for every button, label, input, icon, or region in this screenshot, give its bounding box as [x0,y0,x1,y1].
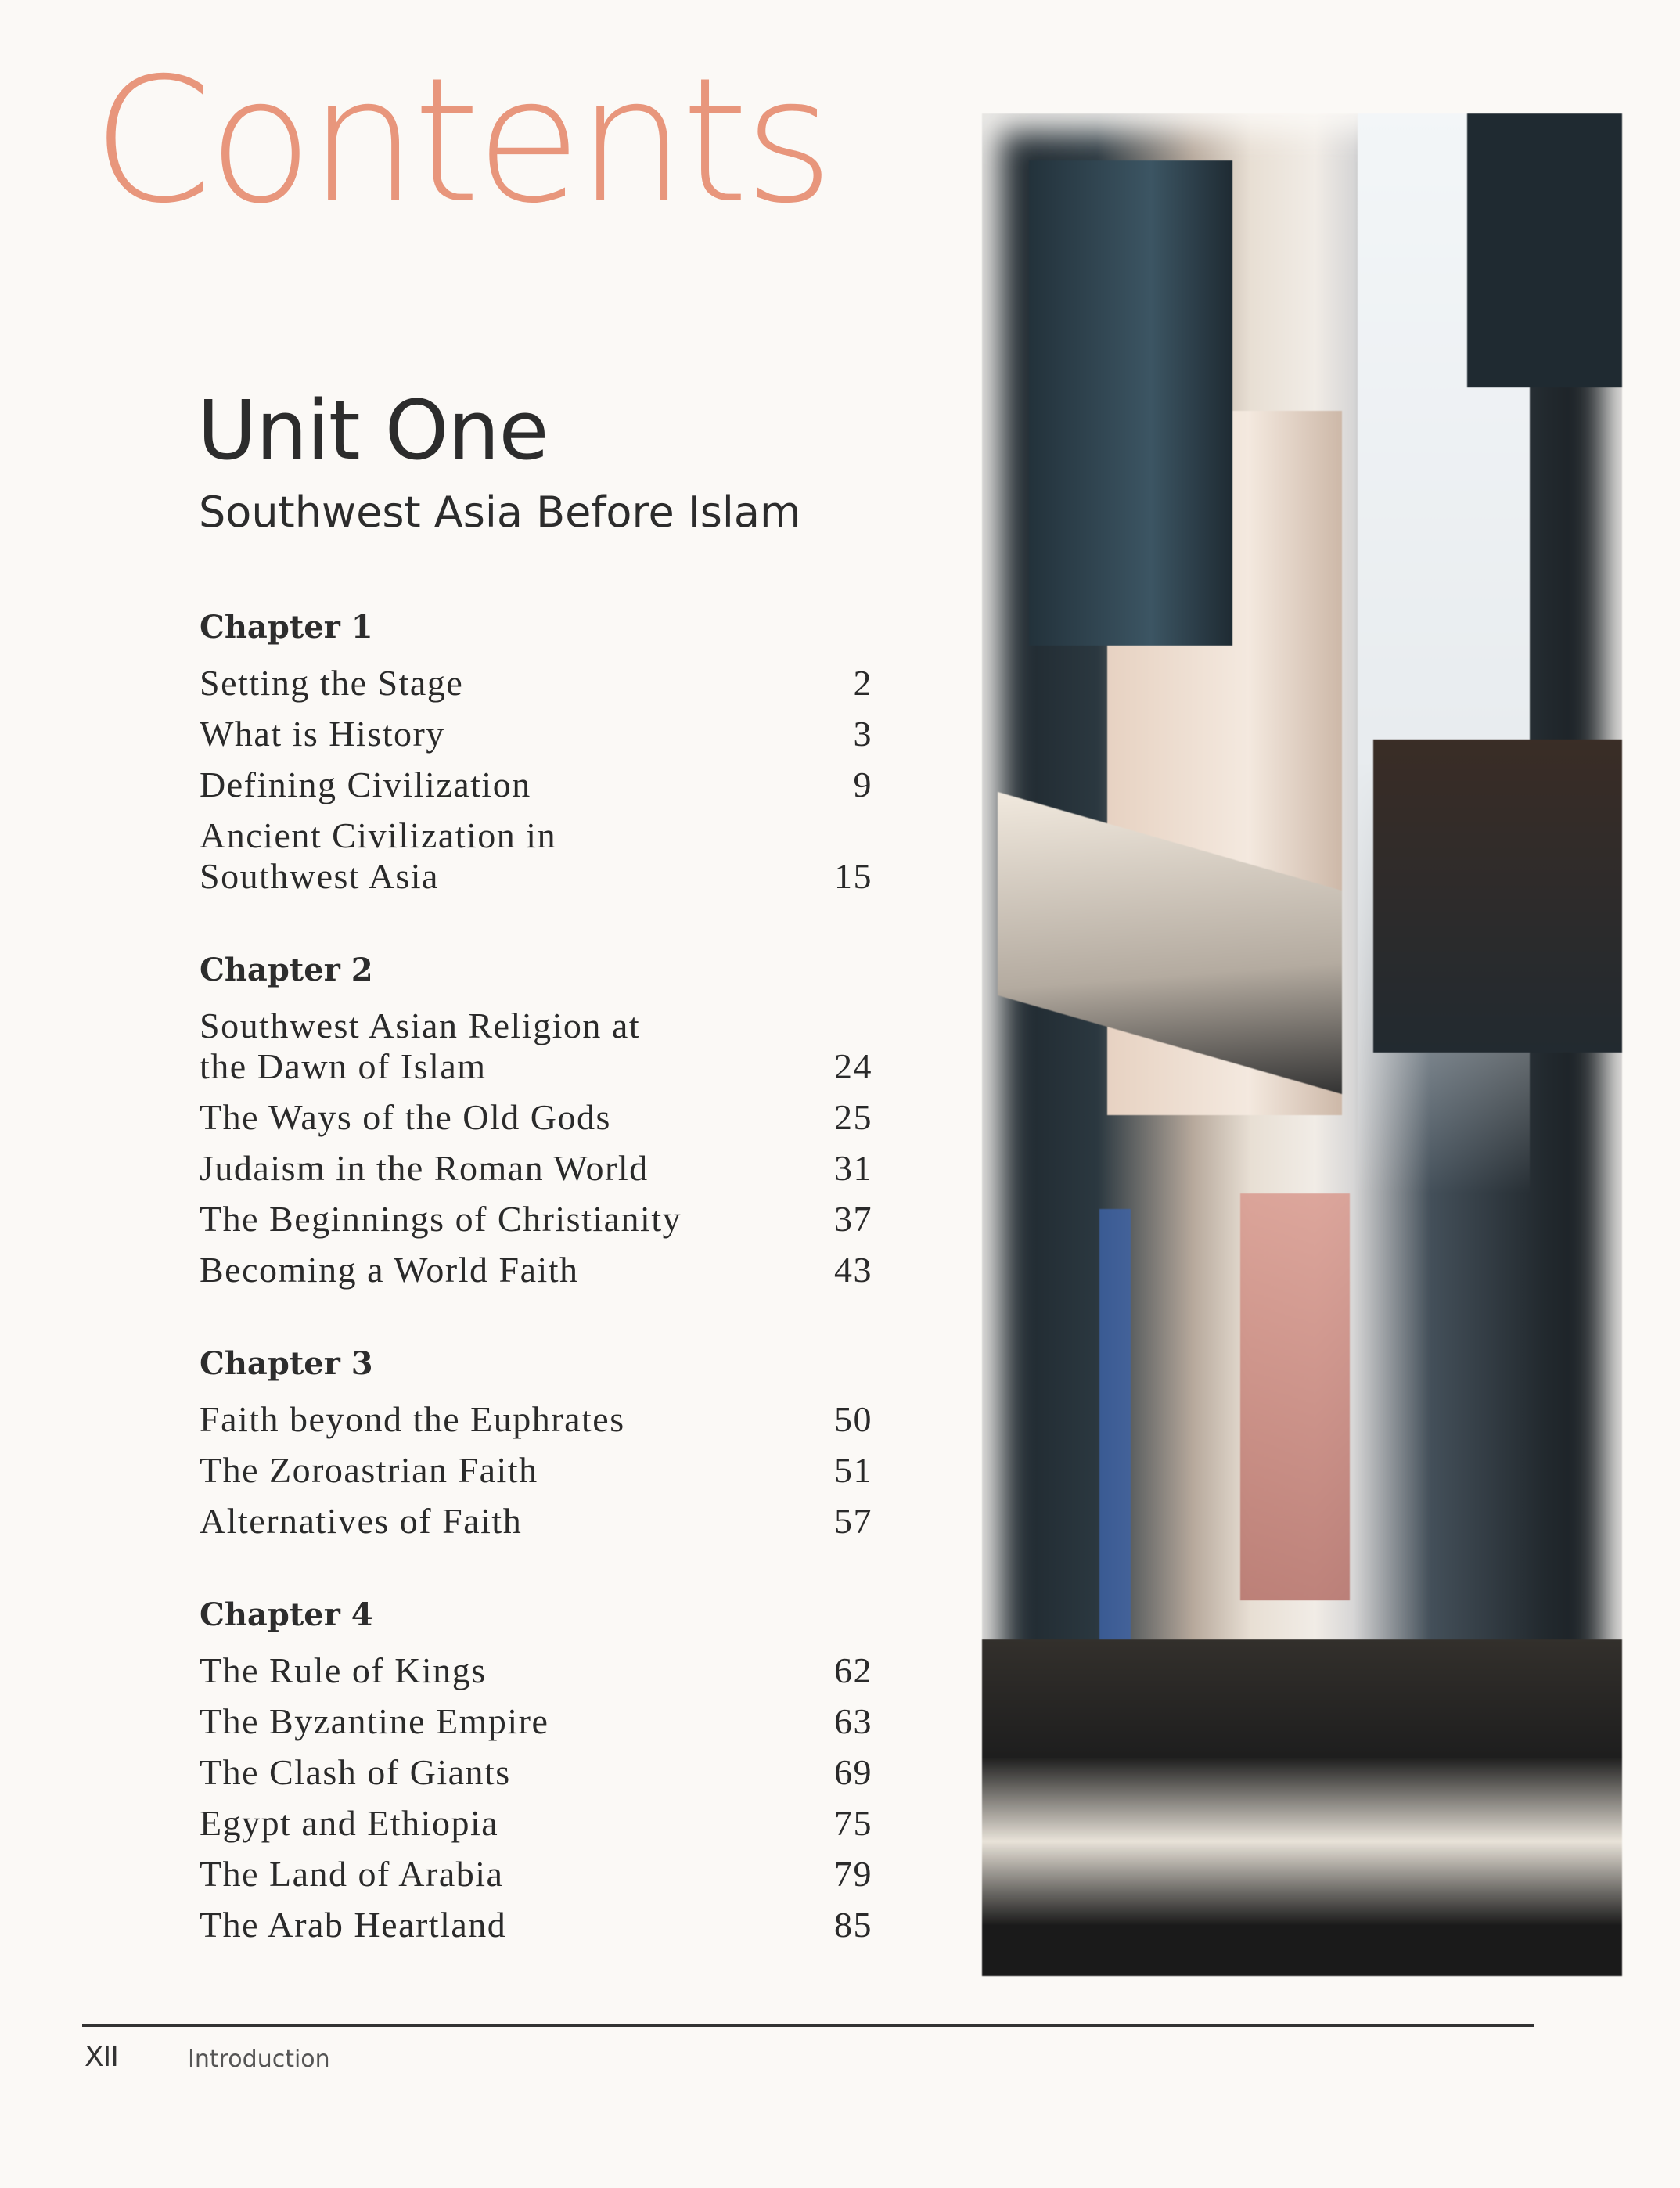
chapter-section [200,1590,872,1945]
toc-entry-page-number: 75 [834,1803,872,1843]
photo-street [982,1639,1622,1976]
toc-entry-title: The Rule of Kings [200,1650,487,1690]
toc-entry [200,1006,872,1087]
unit-title: Unit One [197,383,549,478]
toc-entry-page-number: 25 [834,1097,872,1137]
toc-entry [200,714,872,754]
unit-subtitle: Southwest Asia Before Islam [199,488,801,537]
toc-entry-title: The Ways of the Old Gods [200,1097,611,1137]
toc-entry-page-number: 43 [834,1250,872,1290]
chapter-section [200,945,872,1290]
toc-entry-page-number: 63 [834,1701,872,1741]
toc-entry-page-number: 50 [834,1399,872,1439]
page-title: Contents [92,41,829,241]
toc-entry-page-number: 3 [853,714,872,754]
toc-entry-title: Ancient Civilization in Southwest Asia [200,815,557,896]
photo-pink-wall [1240,1193,1350,1600]
chapter-heading: Chapter 4 [200,1596,373,1633]
toc-entry-title: The Arab Heartland [200,1905,507,1945]
toc-entry-title: Setting the Stage [200,663,464,703]
toc-entry [200,1250,872,1290]
toc-entry-title: Becoming a World Faith [200,1250,579,1290]
toc-entry-title: The Clash of Giants [200,1752,511,1792]
toc-entry-page-number: 31 [834,1148,872,1188]
toc-entry-page-number: 62 [834,1650,872,1690]
toc-entry [200,1097,872,1138]
toc-entry-page-number: 24 [834,1046,872,1086]
toc-entry [200,1650,872,1691]
toc-entry-page-number: 9 [853,765,872,804]
toc-entry [200,1905,872,1945]
toc-entry-page-number: 2 [853,663,872,703]
toc-entry [200,1450,872,1491]
toc-entry-title: The Land of Arabia [200,1854,504,1894]
toc-entry [200,1501,872,1542]
toc-entry-title: What is History [200,714,445,754]
toc-entry-page-number: 57 [834,1501,872,1541]
toc-entry-page-number: 37 [834,1199,872,1239]
toc-entry-title: Southwest Asian Religion at the Dawn of Islam [200,1006,641,1086]
toc-entry-title: The Zoroastrian Faith [200,1450,538,1490]
toc-entry-page-number: 85 [834,1905,872,1945]
toc-entry [200,1199,872,1240]
running-head: Introduction [188,2046,330,2073]
toc-entry-page-number: 69 [834,1752,872,1792]
toc-entry [200,1752,872,1793]
alley-street-photo [982,113,1622,1976]
footer-rule [82,2024,1534,2027]
toc-entry-title: The Byzantine Empire [200,1701,549,1741]
toc-entry-page-number: 79 [834,1854,872,1894]
toc-entry-title: Alternatives of Faith [200,1501,523,1541]
toc-entry-title: Egypt and Ethiopia [200,1803,499,1843]
table-of-contents [200,603,872,1994]
photo-far-roof [1373,740,1622,1053]
toc-entry [200,1854,872,1895]
photo-roof-eave [1467,113,1622,387]
toc-entry [200,1399,872,1440]
chapter-heading: Chapter 3 [200,1345,373,1382]
toc-entry-title: Judaism in the Roman World [200,1148,649,1188]
toc-entry [200,1148,872,1189]
toc-entry-title: Faith beyond the Euphrates [200,1399,625,1439]
toc-entry [200,663,872,704]
photo-window-shutters [1029,160,1232,646]
toc-entry [200,1803,872,1844]
chapter-heading: Chapter 2 [200,952,373,988]
toc-entry-title: The Beginnings of Christianity [200,1199,682,1239]
chapter-heading: Chapter 1 [200,609,373,646]
toc-entry [200,815,872,897]
toc-entry-title: Defining Civilization [200,765,531,804]
toc-entry-page-number: 15 [834,856,872,896]
chapter-section [200,603,872,897]
chapter-section [200,1339,872,1542]
page-folio: XII [85,2041,118,2073]
toc-entry-page-number: 51 [834,1450,872,1490]
toc-entry [200,765,872,805]
toc-entry [200,1701,872,1742]
